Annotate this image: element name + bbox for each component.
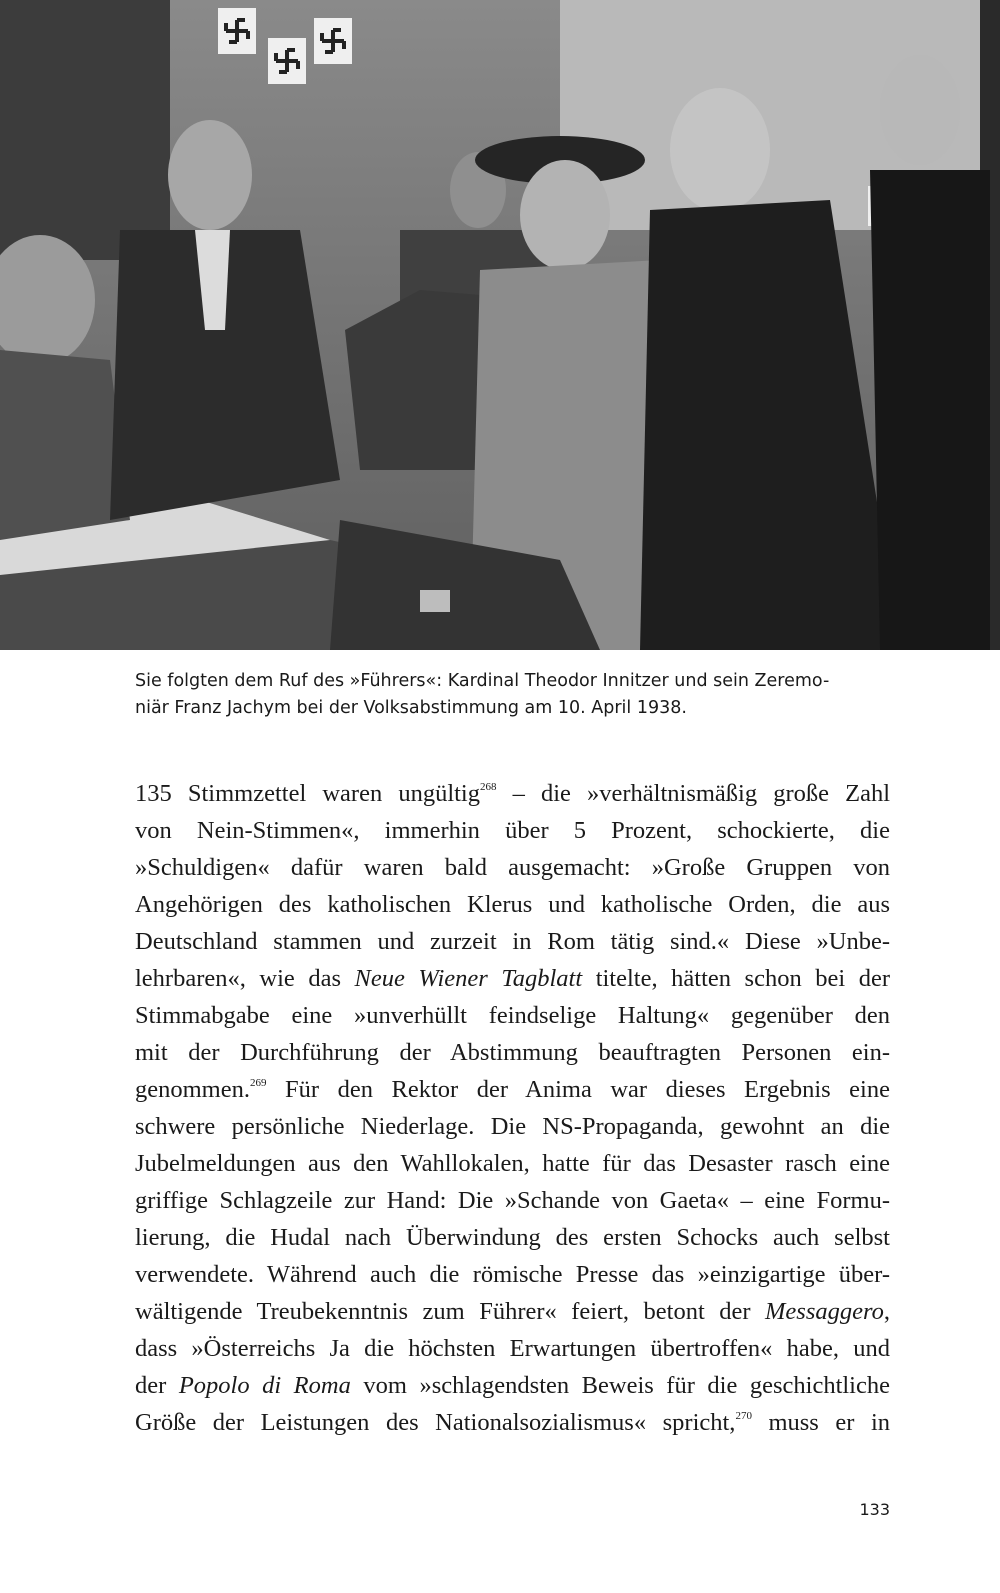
text-line xyxy=(135,775,890,812)
text-run: der xyxy=(135,1372,179,1399)
text-run: vom »schlagendsten Beweis für die geschichtliche xyxy=(350,1372,890,1399)
text-run: 135 Stimmzettel waren ungültig xyxy=(135,780,480,807)
text-line: Deutschland stammen und zurzeit in Rom tätig sind.« Diese »Unbe- xyxy=(135,928,890,955)
text-line: von Nein-Stimmen«, immerhin über 5 Prozent, schockierte, die xyxy=(135,817,890,844)
text-line: griffige Schlagzeile zur Hand: Die »Schande von Gaeta« – eine Formu- xyxy=(135,1187,890,1214)
text-line xyxy=(135,1071,890,1108)
text-run: Für den Rektor der Anima war dieses Ergebnis eine xyxy=(266,1076,890,1103)
footnote-marker: 270 xyxy=(735,1410,752,1422)
text-line: dass »Österreichs Ja die höchsten Erwartungen übertroffen« habe, und xyxy=(135,1335,890,1362)
text-line xyxy=(135,1404,890,1441)
text-run: – die »verhältnismäßig große Zahl xyxy=(496,780,890,807)
caption-line: Sie folgten dem Ruf des »Führers«: Kardinal Theodor Innitzer und sein Zeremo- xyxy=(135,671,830,691)
text-run: titelte, hätten schon bei der xyxy=(582,965,890,992)
text-run: , xyxy=(883,1298,890,1325)
historical-photograph xyxy=(0,0,1000,650)
text-line: verwendete. Während auch die römische Presse das »einzigartige über- xyxy=(135,1261,890,1288)
text-line: mit der Durchführung der Abstimmung beauftragten Personen ein- xyxy=(135,1039,890,1066)
text-line: lierung, die Hudal nach Überwindung des ersten Schocks auch selbst xyxy=(135,1224,890,1251)
photo-illustration xyxy=(0,0,1000,650)
photo-caption xyxy=(135,668,890,722)
text-line: »Schuldigen« dafür waren bald ausgemacht: »Große Gruppen von xyxy=(135,854,890,881)
caption-line: niär Franz Jachym bei der Volksabstimmung am 10. April 1938. xyxy=(135,698,687,718)
text-run: Größe der Leistungen des Nationalsozialismus« spricht, xyxy=(135,1409,736,1436)
italic-title: Messaggero xyxy=(765,1298,884,1325)
body-text xyxy=(135,775,890,1441)
italic-title: Neue Wiener Tagblatt xyxy=(354,965,583,992)
text-line xyxy=(135,960,890,997)
text-line: Stimmabgabe eine »unverhüllt feindselige Haltung« gegenüber den xyxy=(135,1002,890,1029)
text-line: Angehörigen des katholischen Klerus und katholische Orden, die aus xyxy=(135,891,890,918)
text-line: schwere persönliche Niederlage. Die NS-Propaganda, gewohnt an die xyxy=(135,1113,890,1140)
text-line xyxy=(135,1367,890,1404)
footnote-marker: 268 xyxy=(480,781,497,793)
text-run: genommen. xyxy=(135,1076,250,1103)
text-line: Jubelmeldungen aus den Wahllokalen, hatte für das Desaster rasch eine xyxy=(135,1150,890,1177)
page-number: 133 xyxy=(859,1500,890,1519)
text-run: lehrbaren«, wie das xyxy=(135,965,355,992)
italic-title: Popolo di Roma xyxy=(178,1372,351,1399)
text-line xyxy=(135,1293,890,1330)
text-run: muss er in xyxy=(751,1409,890,1436)
text-run: wältigende Treubekenntnis zum Führer« feiert, betont der xyxy=(135,1298,766,1325)
footnote-marker: 269 xyxy=(250,1077,267,1089)
